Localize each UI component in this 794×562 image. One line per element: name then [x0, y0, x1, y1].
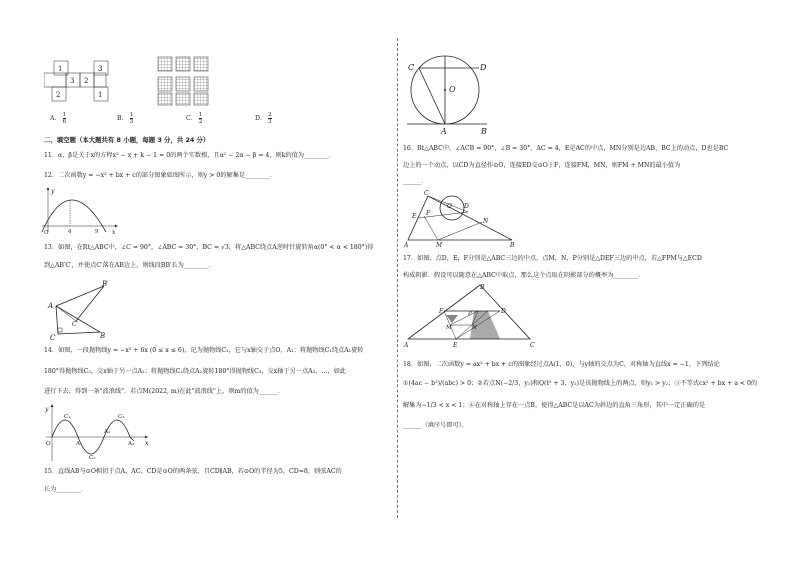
q16-figure	[400, 186, 520, 248]
question-16-line2: 边上的一个动点，以CD为直径作⊙O，连接ED交⊙O于F，连接FM，MN，则FM + MN的最小值为	[403, 162, 681, 169]
q12-tick-4: 4	[68, 229, 72, 235]
q14-a1-label: A₁	[76, 441, 83, 447]
q14-a2-label: A₂	[104, 429, 111, 435]
q14-c2-label: C₂	[89, 455, 96, 461]
q17-label-a: A	[404, 342, 409, 349]
q16-label-d: D	[464, 203, 469, 210]
q15-label-b: B	[481, 127, 487, 136]
question-18-line4: ______（填序号即可）．	[403, 422, 468, 429]
q17-label-e: E	[453, 342, 458, 349]
q16-label-a: A	[404, 242, 409, 248]
q13-rotation-figure	[44, 276, 114, 342]
q13-label-a: A	[48, 302, 54, 310]
q14-c1-label: C₁	[64, 414, 71, 420]
cube-face-3b: 3	[98, 65, 103, 73]
q15-label-d: D	[480, 63, 487, 72]
q16-label-c: C	[424, 190, 429, 197]
q15-label-a: A	[441, 127, 447, 136]
q14-wave-figure	[42, 403, 154, 463]
question-18-line2: ①(4ac − b²)/(abc) > 0；②若点N(−2/3，y₁)和Q(t² + 3，y₂)是该抛物线上的两点，则y₁ > y₂；③不等式cx² + bx + a < 0的	[403, 380, 758, 387]
question-18-line1: 18．如图，二次函数y = ax² + bx + c的图象经过点A(1，0)，与y轴的交点为C，对称轴为直线x = −1，下列结论	[403, 361, 720, 368]
q16-label-b: B	[510, 242, 515, 248]
q17-label-p: P	[468, 311, 472, 317]
column-divider	[397, 38, 398, 518]
section-2-title: 二、填空题（本大题共有 8 小题，每题 3 分，共 24 分）	[44, 136, 210, 144]
q13-label-c-prime: C′	[72, 321, 78, 328]
q14-x-label: x	[145, 440, 149, 447]
q17-label-c: C	[530, 342, 535, 349]
question-14-line1: 14．如图，一段抛物线y = −x² + 6x (0 ≤ x ≤ 6)，记为抛物线C₁，它与x轴交于点O，A₁；将抛物线C₁绕点A₁旋转	[44, 347, 364, 354]
q12-origin-label: O	[44, 230, 49, 236]
q16-label-m: M	[436, 242, 443, 248]
q14-c3-label: C₃	[118, 414, 125, 420]
q16-label-o: O	[447, 203, 452, 210]
grid-patterns-figure	[152, 55, 216, 107]
question-14-line2: 180°得抛物线C₂，交x轴于另一点A₂；将抛物线C₂绕点A₂旋转180°得抛物线C₃，交x轴于另一点A₃，…，如此	[44, 368, 347, 375]
q17-figure	[400, 283, 540, 351]
question-16-line1: 16．Rt△ABC中，∠ACB = 90°，∠B = 30°，AC = 4，E是AC的中点，MN分别是边AB、BC上的动点，D也是BC	[403, 145, 729, 152]
question-13-line2: 到△AB′C′，并使点C′落在AB边上，则线段BB′长为________．	[44, 262, 215, 269]
question-15-line2: 长为________．	[44, 486, 88, 493]
choice-b[interactable]: B． $\frac{1}{3}$	[117, 112, 134, 125]
q15-label-c: C	[408, 63, 415, 72]
cube-face-3a: 3	[70, 77, 75, 85]
question-14-line3: 进行下去，得到一条"波浪线"．若点M(2022, m)在此"波浪线"上，则m的值为______．	[44, 388, 284, 395]
choice-a[interactable]: A． $\frac{1}{6}$	[50, 112, 67, 125]
q14-origin-label: O	[46, 441, 51, 447]
q17-label-b: B	[480, 284, 485, 291]
q16-label-e: E	[412, 213, 417, 220]
question-16-line3: ______．	[403, 178, 428, 185]
choice-c[interactable]: C． $\frac{1}{2}$	[186, 112, 203, 125]
cube-face-2b: 2	[84, 77, 89, 85]
q13-label-b-prime: B′	[102, 280, 109, 288]
question-17-line2: 构成阴影．假设可以随意在△ABC中取点，那么这个点取在阴影部分的概率为________．	[403, 272, 645, 279]
q12-x-label: x	[112, 229, 116, 236]
q16-label-f: F	[426, 210, 431, 217]
q14-a3-label: A₃	[128, 441, 135, 447]
cube-face-1: 1	[58, 65, 63, 73]
q13-label-c: C	[50, 334, 56, 342]
choice-d[interactable]: D． $\frac{2}{3}$	[255, 112, 272, 125]
question-18-line3: 解集为−1/3 < x < 1；④在对称轴上存在一点B，使得△ABC是以AC为斜边的直角三角形，其中一定正确的是	[403, 402, 706, 409]
q12-tick-9: 9	[95, 229, 99, 235]
q17-label-n: N	[472, 325, 477, 331]
q13-label-b: B	[100, 332, 106, 340]
question-11: 11．α，β是关于x的方程x² − x + k − 1 = 0的两个实数根，且α² − 2α − β = 4，则k的值为________．	[44, 152, 335, 159]
question-12: 12．二次函数y = −x² + bx + c的部分图象如图所示，则y > 0的解集是________．	[44, 172, 277, 179]
q15-label-o: O	[449, 85, 456, 94]
q14-y-label: y	[45, 406, 49, 413]
q17-label-m: M	[446, 325, 452, 331]
q12-y-label: y	[51, 188, 55, 195]
question-17-line1: 17．如图，点D，E，F分别是△ABC三边的中点，点M，N，P分别是△DEF三边的中点，若△FPM与△ECD	[403, 255, 702, 262]
cube-face-2a: 2	[56, 91, 61, 99]
q17-label-d: D	[501, 308, 506, 315]
question-13-line1: 13．如图，在Rt△ABC中，∠C = 90°，∠ABC = 30°，BC = √3，将△ABC绕点A逆时针旋转角α(0° < α < 180°)得	[44, 244, 374, 251]
cube-net-figure	[44, 58, 124, 106]
q16-label-n: N	[483, 218, 489, 225]
question-15-line1: 15．直线AB与⊙O相切于点A，AC、CD是⊙O的两条弦，且CD∥AB，若⊙O的半径为5，CD=8，则弦AC的	[44, 468, 342, 475]
q15-circle-figure	[403, 52, 495, 138]
q12-parabola-figure	[40, 186, 120, 236]
cube-face-1b: 1	[98, 91, 103, 99]
q17-label-f: F	[439, 308, 444, 315]
